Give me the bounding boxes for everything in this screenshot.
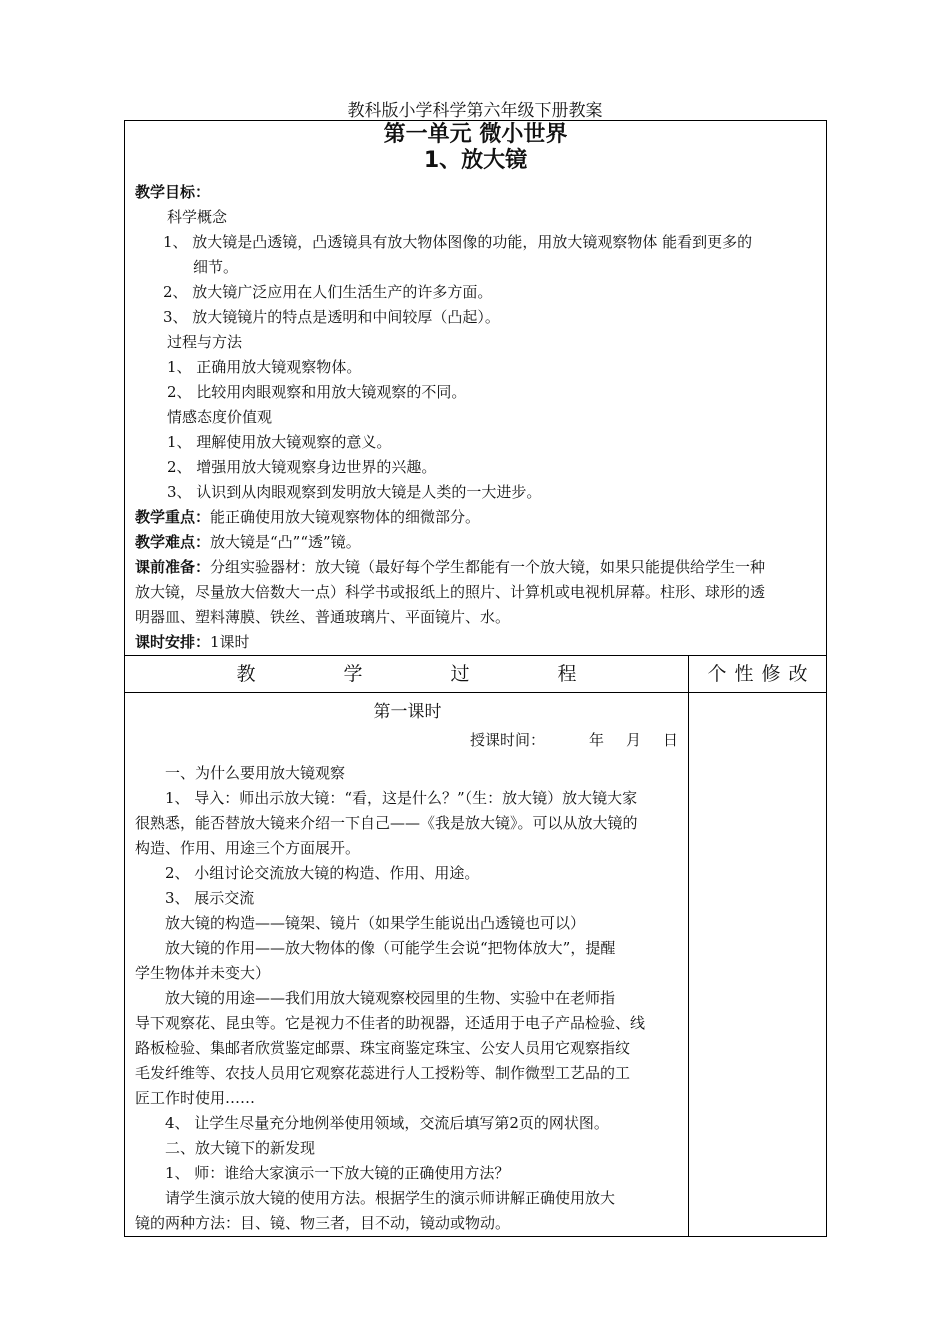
date-month: 月 [625, 731, 641, 749]
method-item-1: 1、 正确用放大镜观察物体。 [167, 358, 362, 376]
modify-header-char: 改 [788, 663, 808, 685]
date-year: 年 [588, 731, 604, 749]
concept-item-2: 2、 放大镜广泛应用在人们生活生产的许多方面。 [163, 283, 493, 301]
modify-header-char: 修 [761, 663, 781, 685]
body-line: 毛发纤维等、农技人员用它观察花蕊进行人工授粉等、制作微型工艺品的工 [135, 1064, 631, 1082]
teaching-process-header [125, 656, 689, 693]
lesson-overview-cell [125, 121, 827, 656]
body-line: 学生物体并未变大） [135, 964, 271, 982]
period-title: 第一课时 [373, 702, 442, 722]
body-line: 放大镜的构造——镜架、镜片（如果学生能说出凸透镜也可以） [165, 914, 586, 932]
process-header-char: 过 [450, 663, 470, 685]
attitude-item-3: 3、 认识到从肉眼观察到发明放大镜是人类的一大进步。 [167, 483, 542, 501]
preparation-line-2: 放大镜，尽量放大倍数大一点）科学书或报纸上的照片、计算机或电视机屏幕。柱形、球形的透 [135, 583, 766, 601]
preparation-label: 课前准备： [135, 558, 211, 576]
body-line: 1、 导入：师出示放大镜：“看，这是什么？”（生：放大镜）放大镜大家 [165, 789, 638, 807]
document-header: 教科版小学科学第六年级下册教案 [347, 101, 603, 121]
preparation-line-1: 分组实验器材：放大镜（最好每个学生都能有一个放大镜，如果只能提供给学生一种 [210, 558, 766, 576]
process-header-char: 学 [343, 663, 363, 685]
body-line: 4、 让学生尽量充分地例举使用领域，交流后填写第2页的网状图。 [165, 1114, 609, 1132]
attitude-heading: 情感态度价值观 [167, 408, 273, 426]
personal-modification-cell[interactable] [689, 693, 827, 1237]
body-line: 很熟悉，能否替放大镜来介绍一下自己——《我是放大镜》。可以从放大镜的 [135, 814, 638, 832]
body-line: 3、 展示交流 [165, 889, 255, 907]
difficulty-text: 放大镜是“凸”“透”镜。 [210, 533, 361, 551]
lesson-plan-table [124, 120, 827, 1237]
body-line: 放大镜的作用——放大物体的像（可能学生会说“把物体放大”，提醒 [165, 939, 616, 957]
difficulty-label: 教学难点： [135, 533, 211, 551]
modify-header-char: 个 [707, 663, 727, 685]
concept-item-1-continued: 细节。 [193, 258, 239, 276]
schedule [135, 630, 816, 655]
unit-title: 第一单元 微小世界 [383, 122, 568, 147]
body-line: 二、放大镜下的新发现 [165, 1139, 316, 1157]
method-heading: 过程与方法 [167, 333, 243, 351]
personal-modification-header [689, 656, 827, 693]
difficulty [135, 530, 816, 555]
date-label: 授课时间： [469, 731, 545, 749]
body-line: 请学生演示放大镜的使用方法。根据学生的演示师讲解正确使用放大 [165, 1189, 616, 1207]
objectives-label: 教学目标： [135, 183, 211, 201]
body-line: 路板检验、集邮者欣赏鉴定邮票、珠宝商鉴定珠宝、公安人员用它观察指纹 [135, 1039, 631, 1057]
body-line: 放大镜的用途——我们用放大镜观察校园里的生物、实验中在老师指 [165, 989, 616, 1007]
key-point [135, 505, 816, 530]
lesson-date [135, 729, 680, 751]
concept-item-3: 3、 放大镜镜片的特点是透明和中间较厚（凸起）。 [163, 308, 500, 326]
modify-header-char: 性 [734, 663, 754, 685]
preparation-line-3: 明器皿、塑料薄膜、铁丝、普通玻璃片、平面镜片、水。 [135, 608, 511, 626]
concept-heading: 科学概念 [167, 208, 228, 226]
body-line: 匠工作时使用…… [135, 1089, 256, 1107]
date-day: 日 [662, 731, 678, 749]
key-point-text: 能正确使用放大镜观察物体的细微部分。 [210, 508, 481, 526]
teaching-process-cell [125, 693, 689, 1237]
body-line: 1、 师：谁给大家演示一下放大镜的正确使用方法？ [165, 1164, 510, 1182]
schedule-text: 1课时 [210, 633, 250, 651]
preparation [135, 555, 816, 580]
attitude-item-1: 1、 理解使用放大镜观察的意义。 [167, 433, 392, 451]
concept-item-1: 1、 放大镜是凸透镜，凸透镜具有放大物体图像的功能，用放大镜观察物体 能看到更多的 [163, 233, 753, 251]
lesson-title: 1、放大镜 [423, 148, 528, 173]
method-item-2: 2、 比较用肉眼观察和用放大镜观察的不同。 [167, 383, 467, 401]
body-line: 导下观察花、昆虫等。它是视力不佳者的助视器，还适用于电子产品检验、线 [135, 1014, 646, 1032]
process-header-char: 教 [236, 663, 256, 685]
body-line: 构造、作用、用途三个方面展开。 [135, 839, 361, 857]
body-line: 一、为什么要用放大镜观察 [165, 764, 346, 782]
key-point-label: 教学重点： [135, 508, 211, 526]
process-header-char: 程 [557, 663, 577, 685]
body-line: 2、 小组讨论交流放大镜的构造、作用、用途。 [165, 864, 480, 882]
schedule-label: 课时安排： [135, 633, 211, 651]
body-line: 镜的两种方法：目、镜、物三者，目不动，镜动或物动。 [135, 1214, 511, 1232]
attitude-item-2: 2、 增强用放大镜观察身边世界的兴趣。 [167, 458, 437, 476]
